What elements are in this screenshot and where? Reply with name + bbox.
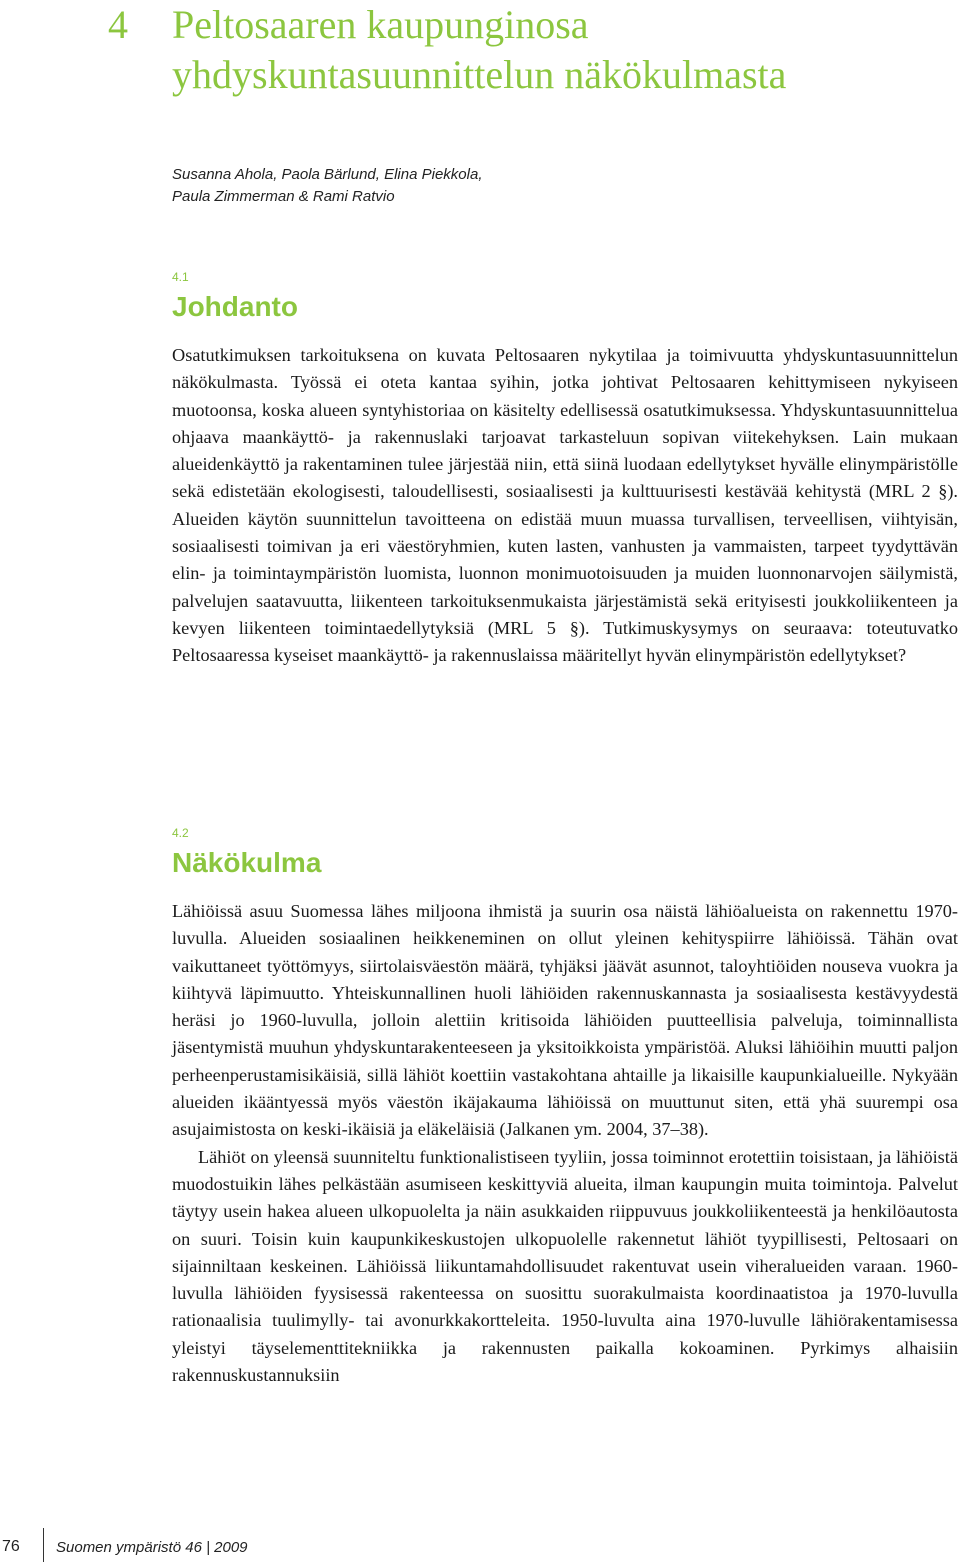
page-number: 76	[2, 1538, 20, 1555]
chapter-number: 4	[108, 2, 128, 47]
section-body-johdanto	[172, 342, 958, 670]
section-title-nakokulma: Näkökulma	[172, 847, 322, 878]
paragraph: Lähiöt on yleensä suunniteltu funktionalistiseen tyyliin, jossa toiminnot erotettiin toisistaan, ja lähiöistä muodostuikin lähes pelkästään asumiseen keskittyviä alueita, ilman kaupungin muita toimintoja. Palvelut täytyy usein hakea alueen ulkopuolelta ja näin asukkaiden riippuvuus joukkoliikenteestä ja henkilöautosta on suuri. Toisin kuin kaupunkikeskustojen ulkopuolelle rakennetut lähiöt tyypillisesti, Peltosaari on sijainniltaan keskeinen. Lähiöissä liikuntamahdollisuudet rakentuvat usein viheralueiden varaan. 1960-luvulla lähiöiden fyysisessä rakenteessa on suosittu suorakulmaista koordinaatistoa ja 1970-luvulla rationaalisia tuulimylly- tai avonurkkakortteleita. 1950-luvulta aina 1970-luvulle lähiörakentamisessa yleistyi täyselementtitekniikka ja rakennusten paikalla kokoaminen. Pyrkimys alhaisiin rakennuskustannuksiin	[172, 1146, 958, 1386]
section-number-nakokulma: 4.2	[172, 826, 189, 840]
paragraph: Lähiöissä asuu Suomessa lähes miljoona ihmistä ja suurin osa näistä lähiöalueista on rakennettu 1970-luvulla. Alueiden sosiaalinen heikkeneminen on ollut yleinen kehityspiirre lähiöissä. Tähän ovat vaikuttaneet työttömyys, siirtolaisväestön määrä, tyhjäksi jäävät asunnot, taloyhtiöiden nouseva vuokra ja kiihtyvä läpimuutto. Yhteiskunnallinen huoli lähiöiden rakennuskannasta ja sosiaalisesta kestävyydestä heräsi jo 1960-luvulla, jolloin alettiin kritisoida lähiöiden puutteellisia palveluja, toiminnallista jäsentymistä muuhun yhdyskuntarakenteeseen ja yksitoikkoista ympäristöä. Aluksi lähiöihin muutti paljon perheenperustamisikäisiä, sillä lähiöt koettiin vastakohtana ahtaille ja likaisille kaupunkialueille. Nykyään alueiden ikääntyessä myös väestön ikäjakauma lähiöissä on muuttunut siten, että yhä suurempi osa asujaimistosta on keski-ikäisiä ja eläkeläisiä (Jalkanen ym. 2004, 37–38).	[172, 901, 958, 1140]
chapter-title-line-1: Peltosaaren kaupunginosa	[172, 2, 589, 47]
section-title-johdanto: Johdanto	[172, 291, 298, 322]
footer-divider	[43, 1528, 44, 1562]
authors	[172, 164, 872, 208]
publication-info: Suomen ympäristö 46 | 2009	[56, 1539, 248, 1556]
authors-line-2: Paula Zimmerman & Rami Ratvio	[172, 188, 395, 205]
chapter-title	[108, 0, 948, 100]
paragraph: Osatutkimuksen tarkoituksena on kuvata Peltosaaren nykytilaa ja toimivuutta yhdyskuntasuunnittelun näkökulmasta. Työssä ei oteta kantaa syihin, jotka johtivat Peltosaaren kehittymiseen nykyiseen muotoonsa, koska alueen syntyhistoriaa on käsitelty edellisessä osatutkimuksessa. Yhdyskuntasuunnittelua ohjaava maankäyttö- ja rakennuslaki tarjoavat tarkasteluun sopivan viitekehyksen. Lain mukaan alueidenkäyttö ja rakentaminen tulee järjestää niin, että siinä luodaan edellytykset hyvälle elinympäristölle sekä edistetään ekologisesti, taloudellisesti, sosiaalisesti ja kulttuurisesti kestävää kehitystä (MRL 2 §). Alueiden käytön suunnittelun tavoitteena on edistää muun muassa turvallisen, terveellisen, viihtyisän, sosiaalisesti toimivan ja eri väestöryhmien, kuten lasten, vanhusten ja vammaisten, tarpeet tyydyttävän elin- ja toimintaympäristön luomista, luonnon monimuotoisuuden ja muiden luonnonarvojen säilymistä, palvelujen saatavuutta, liikenteen tarkoituksenmukaista järjestämistä sekä erityisesti joukkoliikenteen ja kevyen liikenteen toimintaedellytyksiä (MRL 5 §). Tutkimuskysymys on seuraava: toteutuvatko Peltosaaressa kyseiset maankäyttö- ja rakennuslaissa määritellyt hyvän elinympäristön edellytykset?	[172, 345, 958, 666]
chapter-title-line-2: yhdyskuntasuunnittelun näkökulmasta	[172, 52, 787, 97]
section-body-nakokulma	[172, 898, 958, 1389]
authors-line-1: Susanna Ahola, Paola Bärlund, Elina Piekkola,	[172, 166, 483, 183]
section-number-johdanto: 4.1	[172, 270, 189, 284]
